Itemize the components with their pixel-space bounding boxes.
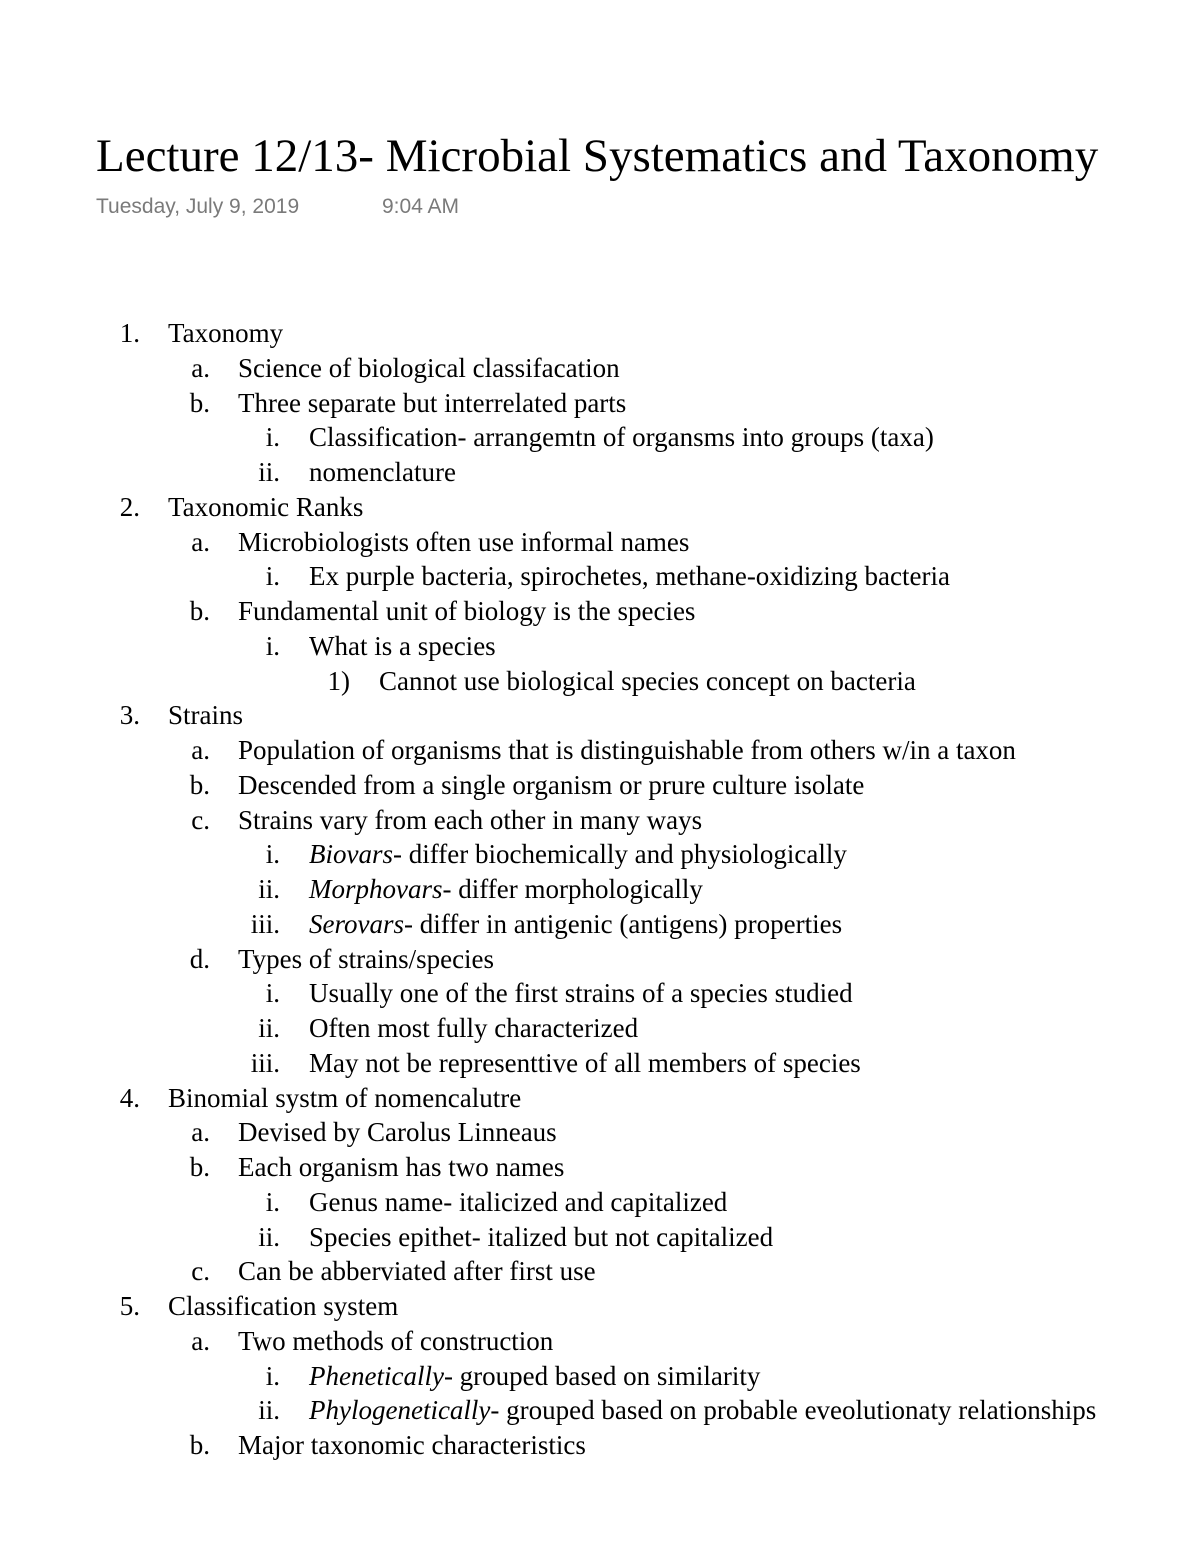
outline-marker: i. [265, 630, 280, 661]
outline-marker: 5. [119, 1291, 140, 1321]
outline-text [309, 1359, 760, 1394]
outline-text: Population of organisms that is distinguishable from others w/in a taxon [238, 735, 1016, 765]
outline-text [309, 837, 847, 872]
outline-text: Strains [168, 700, 244, 731]
note-metadata [96, 195, 460, 219]
outline-marker: a. [191, 352, 210, 383]
outline-marker: b. [189, 1152, 210, 1182]
outline-item [0, 768, 1200, 803]
outline-marker: i. [265, 561, 280, 592]
outline-item [0, 1150, 1200, 1185]
page-title: Lecture 12/13- Microbial Systematics and Taxonomy [96, 130, 1099, 182]
outline-item [0, 559, 1200, 594]
outline-item [0, 316, 1200, 351]
outline-item [0, 525, 1200, 560]
outline-marker: ii. [258, 874, 280, 904]
outline-marker: c. [191, 1256, 210, 1287]
outline-text: What is a species [309, 630, 496, 661]
outline-text: Science of biological classifacation [238, 352, 620, 383]
outline-item [0, 455, 1200, 490]
outline-item [0, 629, 1200, 664]
outline-item [0, 872, 1200, 907]
italic-term: Biovars [309, 839, 393, 870]
outline-marker: d. [189, 943, 210, 974]
outline-marker: ii. [258, 1395, 280, 1426]
note-date: Tuesday, July 9, 2019 [96, 195, 300, 218]
outline-item [0, 942, 1200, 977]
outline-text: Classification- arrangemtn of organsms into groups (taxa) [309, 422, 934, 453]
outline-text: nomenclature [309, 457, 456, 487]
outline-item [0, 1081, 1200, 1116]
outline-item [0, 490, 1200, 525]
outline-text-rest: - grouped based on similarity [443, 1360, 761, 1391]
outline-item [0, 594, 1200, 629]
outline-text [309, 907, 842, 942]
italic-term: Phylogenetically [309, 1395, 491, 1426]
outline-text: Taxonomic Ranks [168, 491, 364, 522]
outline-marker: a. [191, 526, 210, 557]
outline-item [0, 1393, 1200, 1428]
outline-text [309, 872, 703, 907]
outline-text: Microbiologists often use informal names [238, 526, 690, 557]
outline-text: May not be representtive of all members of species [309, 1047, 861, 1078]
note-time: 9:04 AM [382, 195, 460, 218]
outline-marker: b. [189, 387, 210, 418]
outline-marker: b. [189, 1430, 210, 1460]
outline-item [0, 803, 1200, 838]
outline-item [0, 1115, 1200, 1150]
outline-item [0, 1289, 1200, 1324]
outline-item [0, 420, 1200, 455]
italic-term: Serovars [309, 908, 404, 939]
outline-marker: a. [191, 735, 210, 765]
outline-text: Each organism has two names [238, 1152, 565, 1182]
outline-text [309, 1393, 1096, 1428]
outline-item [0, 698, 1200, 733]
outline-text: Devised by Carolus Linneaus [238, 1117, 557, 1148]
outline-text: Cannot use biological species concept on bacteria [379, 665, 916, 696]
outline-text: Two methods of construction [238, 1325, 554, 1356]
outline-text: Ex purple bacteria, spirochetes, methane-oxidizing bacteria [309, 561, 950, 592]
outline-item [0, 1220, 1200, 1255]
outline-marker: iii. [250, 1047, 280, 1078]
outline-text: Fundamental unit of biology is the species [238, 596, 696, 626]
outline-marker: 1) [327, 665, 350, 696]
outline-item [0, 1046, 1200, 1081]
outline-text: Can be abberviated after first use [238, 1256, 596, 1287]
outline-item [0, 907, 1200, 942]
outline-text: Binomial systm of nomencalutre [168, 1082, 522, 1113]
outline-list [0, 316, 1200, 1460]
outline-marker: i. [265, 1186, 280, 1217]
outline-marker: a. [191, 1117, 210, 1148]
outline-marker: ii. [258, 1013, 280, 1043]
outline-item [0, 351, 1200, 386]
outline-text: Three separate but interrelated parts [238, 387, 627, 418]
outline-text: Taxonomy [168, 318, 284, 348]
outline-text-rest: - grouped based on probable eveolutionaty relationships [490, 1395, 1097, 1426]
outline-marker: c. [191, 804, 210, 835]
outline-text: Often most fully characterized [309, 1013, 639, 1043]
outline-text: Classification system [168, 1291, 399, 1321]
outline-text: Major taxonomic characteristics [238, 1430, 586, 1460]
outline-marker: i. [265, 978, 280, 1009]
outline-text: Species epithet- italized but not capitalized [309, 1221, 774, 1252]
outline-marker: 2. [119, 491, 140, 522]
outline-item [0, 1428, 1200, 1463]
outline-text-rest: - differ biochemically and physiologically [393, 839, 847, 870]
outline-item [0, 1254, 1200, 1289]
outline-marker: b. [189, 769, 210, 800]
outline-text: Descended from a single organism or prure culture isolate [238, 769, 865, 800]
outline-marker: ii. [258, 1221, 280, 1252]
outline-marker: b. [189, 596, 210, 626]
outline-marker: 4. [119, 1082, 140, 1113]
outline-text-rest: - differ morphologically [442, 874, 703, 904]
outline-item [0, 976, 1200, 1011]
outline-text: Types of strains/species [238, 943, 495, 974]
outline-marker: i. [265, 422, 280, 453]
outline-item [0, 1185, 1200, 1220]
outline-text-rest: - differ in antigenic (antigens) properties [404, 908, 843, 939]
outline-marker: iii. [250, 908, 280, 939]
outline-item [0, 1011, 1200, 1046]
outline-marker: i. [265, 1360, 280, 1391]
outline-item [0, 664, 1200, 699]
outline-item [0, 733, 1200, 768]
outline-marker: a. [191, 1325, 210, 1356]
outline-text: Genus name- italicized and capitalized [309, 1186, 728, 1217]
outline-item [0, 837, 1200, 872]
italic-term: Morphovars [309, 874, 443, 904]
outline-item [0, 1324, 1200, 1359]
outline-item [0, 386, 1200, 421]
outline-marker: 3. [119, 700, 140, 731]
outline-marker: ii. [258, 457, 280, 487]
outline-marker: 1. [119, 318, 140, 348]
outline-marker: i. [265, 839, 280, 870]
outline-text: Strains vary from each other in many ways [238, 804, 703, 835]
outline-item [0, 1359, 1200, 1394]
italic-term: Phenetically [309, 1360, 444, 1391]
outline-text: Usually one of the first strains of a species studied [309, 978, 853, 1009]
